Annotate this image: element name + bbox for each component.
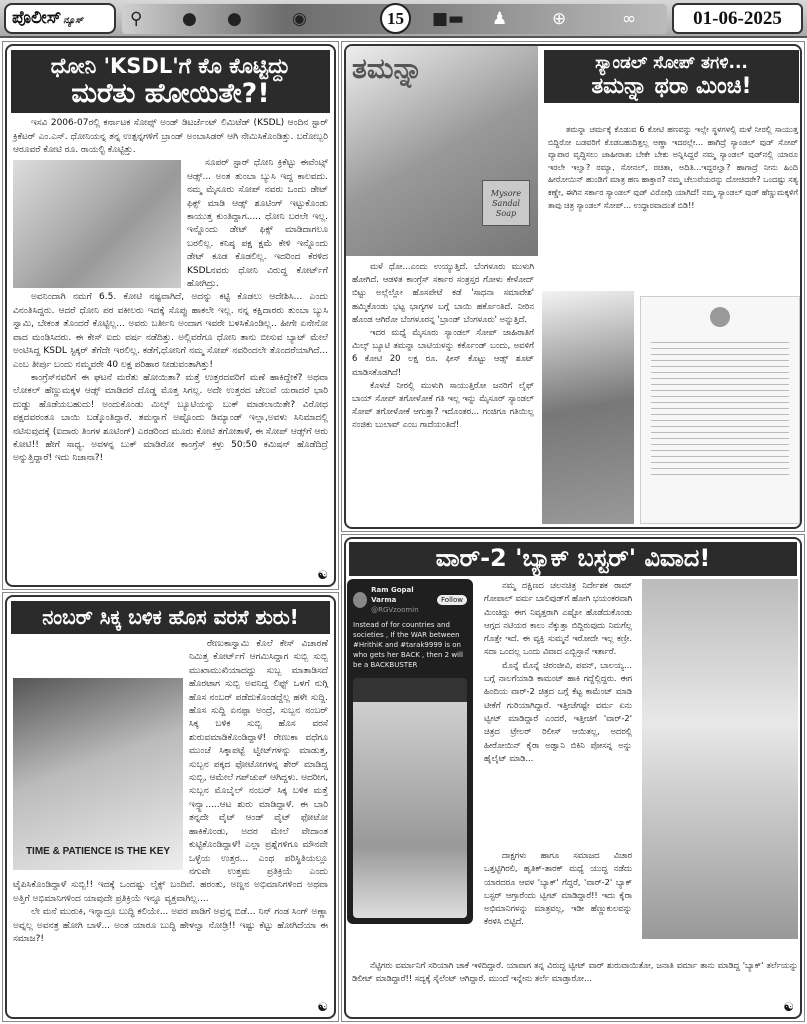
- fingerprint-icon: ◉: [292, 9, 307, 29]
- woman-photo: [13, 678, 183, 870]
- document-text-lines: [651, 337, 789, 477]
- person-dog-icon: ♟: [492, 9, 508, 29]
- soap-box: Mysore Sandal Soap: [482, 180, 530, 226]
- yin-yang-icon: ☯: [317, 568, 328, 582]
- logo-subtext: ನ್ಯೂಸ್: [63, 16, 83, 26]
- government-order-document: [640, 296, 800, 524]
- article-headline: ವಾರ್-2 'ಬ್ಯಾಕ್ ಬಸ್ಟರ್' ವಿವಾದ!: [349, 542, 797, 576]
- kiara-advani-photo: [642, 579, 798, 939]
- paragraph: ನಮ್ಮ ದಕ್ಷಿಣದ ಚಲನಚಿತ್ರ ನಿರ್ದೇಶಕ ರಾಮ್ ಗೋಪಾಲ್ ವರ್ಮ ಬಾಲಿವುಡ್‌ಗೆ ಹೋಗಿ ಭಯಂಕರವಾಗಿ ಮಿಂಚಿದ್ದು ಈಗ ನಿವೃತ್ತರಾಗಿ ಎಷ್ಟೋ ಹೊಡೆದುಕೊಂಡು ಆಗ್ಗದ ನಟಿಯರ ಕಾಲು ನೆಕ್ಕುತ್ತಾ ಬಿದ್ದಿರುವುದು ನಿಮಗೆಲ್ಲ ಗೊತ್ತೇ ಇದೆ. ಈ ವ್ಯಕ್ತಿ ಸುಮ್ಮನೆ ಇರೋದೇ ಇಲ್ಲ ಕಣ್ರೀ. ಸದಾ ಒಂದಲ್ಲ ಒಂದು ವಿವಾದ ಎಬ್ಬಿಸ್ತಾನೆ ಇರ್ತಾರೆ.: [484, 580, 632, 657]
- article-tamannaah-soap: [344, 44, 802, 529]
- footprint-icon: ●: [182, 9, 197, 29]
- page-number: 15: [380, 3, 411, 34]
- tweet-photo: [353, 678, 467, 918]
- issue-date: 01-06-2025: [672, 3, 803, 34]
- tweet-text: Instead of for countries and societies , If the WAR between #HrithiK and #tarak9999 is on who gets her BACK , then 2 will be a BACKBUSTER: [353, 621, 463, 669]
- yin-yang-icon: ☯: [317, 1000, 328, 1014]
- footprint-icon: ●: [227, 9, 242, 29]
- paragraph: ಕಾಂಗ್ರೆಸ್‌ನವರಿಗೆ ಈ ಘಟನೆ ಮರೆತು ಹೋಯಿತಾ? ಮತ್ತೆ ಉತ್ತರದವರಿಗೆ ಮಣೆ ಹಾಕಿದ್ದೇಕೆ? ಅಥವಾ ಲೋಕಲ್ ಹೆಣ್ಣುಮಕ್ಕಳ ಆಡ್ಸ್ ಮಾಡಿದರೆ ದೊಡ್ಡ ಮೊತ್ತ ಸಿಗಲ್ಲ. ಅದೇ ಉತ್ತರದ ಚೆಲುವೆ ಯರಾದರೆ ಭಾರಿ ದುಡ್ಡು ಹೊಡೆಯಬಹುದು! ಅಂದುಕೊಂಡು ಮಿಲ್ಕ್ ಬ್ಯೂಟಿಯನ್ನು ಬುಕ್ ಮಾಡಲಾಯಿತೇ? ವಿರೋಧ ಪಕ್ಷದವರಂತೂ ಬಾಯಿ ಬಡ್ಕೊಂತಿದ್ದಾರೆ. ತಮನ್ನಾಗೆ ಅಷ್ಟೊಂದು ಡಿಮ್ಯಾಂಡ್ ಇಲ್ಲಾ,ಅವಳು ಸಿನಿಮಾದಲ್ಲಿ ನಟಿಸುವುದಕ್ಕೆ (ಐದಾರು ತಿಂಗಳ ಶೂಟಿಂಗ್) ಎರಡರಿಂದ ಮೂರು ಕೋಟಿ ತಗೋತಾಳೆ, ಈ ಸೋಪ್ ಆಡ್ಸ್‌ಗೆ ಆರು ಕೋಟಿ!! ಹೇಗೆ ಸಾಧ್ಯ. ಅವಳನ್ನ ಬುಕ್ ಮಾಡಿರೋ ಕಾಂಗ್ರೆಸ್ ಕಳ್ರು 50:50 ಕಮಿಷನ್ ಹೊಡೆದಿದ್ರೆ ಅನ್ನುತ್ತಿದ್ದಾರೆ! ಇದು ನಿಜಾನಾ?!: [13, 372, 328, 464]
- paragraph: ರೇಣುಕಾಸ್ವಾಮಿ ಕೊಲೆ ಕೇಸ್ ವಿಚಾರಣೆ ನಿಮಿತ್ತ ಕೋರ್ಟ್‌ಗೆ ಆಗಮಿಸಿದ್ದಾಗ ಸುಬ್ಬಿ ಸುಬ್ಬಿ ಮುಖಾಮುಖಿಯಾದದ್ದು ಸುಬ್ಬ ಮಾತಾಡಿಸದೆ ಹೊರಟಾಗ ಸುಬ್ಬಿ ಅವನಿದ್ದ ಲಿಫ್ಟ್ ಒಳಗೆ ನುಗ್ಗಿ ಹೊಸ ನಂಬರ್ ಪಡೆದುಕೊಂಡದ್ದೆಲ್ಲ ಹಳೇ ಸುದ್ದಿ. ಹೊಸ ಸುದ್ದಿ ಏನಪ್ಪಾ ಅಂದ್ರೆ, ಸುಬ್ಬನ ನಂಬರ್ ಸಿಕ್ಕ ಬಳಿಕ ಸುಬ್ಬಿ ಹೊಸ ವರಸೆ ಶುರುವಮಾಡಿಕೊಂಡಿದ್ದಾಳೆ! ರೇಣುಕಾ ವಧೆಗೂ ಮುಂಚೆ ಸಿಕ್ಕಾಪಟ್ಟೆ ಟ್ವೀಟ್‌ಗಳನ್ನು ಮಾಡುತ್ತ, ಸುಬ್ಬನ ಪಕ್ಕದ ಫೋಟೋಗಳನ್ನ ಶೇರ್ ಮಾಡಿದ್ದ ಸುಬ್ಬಿ, ಆಮೇಲೆ ಗಪ್‌ಚುಪ್ ಆಗಿದ್ದಳು. ಆದರೀಗ, ಸುಬ್ಬನ ಮೊಬೈಲ್ ನಂಬರ್ ಸಿಕ್ಕ ಬಳಿಕ ಮತ್ತೆ ಇನ್ಸ್ಟಾ.....ಆಟ ಶುರು ಮಾಡಿದ್ದಾಳೆ. ಈ ಬಾರಿ ತನ್ನದೇ ವೈಟ್ ಆಂಡ್ ವೈಟ್ ಫೋಟೋ ಹಾಕಿಕೊಂಡು, ಅದರ ಮೇಲೆ ವೇದಾಂತ ಕುಟ್ಟಿಕೊಂಡಿದ್ದಾಳೆ! ಎಲ್ಲಾ ಪ್ರಶ್ನೆಗಳಿಗೂ ಮೌನವೇ ಒಳ್ಳೆಯ ಉತ್ತರ... ಎಂಥ ಪರಿಸ್ಥಿತಿಯಲ್ಲೂ ನಗುವೇ ಉತ್ತಮ ಪ್ರತಿಕ್ರಿಯೆ ಎಂದು ಟೈಪಿಸಿಕೊಂಡಿದ್ದಾಳೆ ಸುಬ್ಬಿ!! ಇದಕ್ಕೆ ಒಂದಷ್ಟು ಲೈಕ್ಸ್ ಬಂದಿವೆ. ಹರಂತು, ಅಣ್ಣನ ಅಭಿಮಾನಿಗಳಿಂದ ಅಥವಾ ಅತ್ತಿಗೆ ಅಭಿಮಾನಿಗಳಿಂದ ಯಾವುದೇ ಪ್ರತಿಕ್ರಿಯೆ ಇನ್ನೂ ವ್ಯಕ್ತವಾಗಿಲ್ಲ....: [13, 639, 328, 904]
- dhoni-photo: [13, 160, 181, 288]
- tweet-handle: @RGVzoomin: [371, 606, 419, 614]
- paragraph: ಅವನಿಂದಾಗಿ ನಮಗೆ 6.5. ಕೋಟಿ ನಷ್ಟವಾಗಿದೆ, ಅದನ್ನು ಕಟ್ಟಿ ಕೊಡಲು ಆದೇಶಿಸಿ... ಎಂದು ವಿನಂತಿಸಿದ್ದರು. ಆದರೆ ಧೋನಿ ಪರ ವಕೀಲರು ಇದಕ್ಕೆ ಸೊಪ್ಪು ಹಾಕಲೇ ಇಲ್ಲ. ನನ್ನ ಕಕ್ಷಿದಾರರು ತುಂಬಾ ಬ್ಯುಸಿ ಸ್ವಾಮಿ, ಬೇಕಂತ ತೊಂದರೆ ಕೊಟ್ಟಿಲ್ಲ... ಅವರು ಬರ್ತೀನಿ ಅಂದಾಗ ಇವರೇ ಬಳಸಿಕೊಂಡಿಲ್ಲ.. ಹೀಗೇ ಏನೇನೋ ವಾದ ಮಂಡಿಸಿದರು. ಈ ಕೇಸ್ ಐದು ವರ್ಷ ನಡೆದಿತ್ತು. ಅಲ್ಲಿವರೆಗೂ ಧೋನಿ ತಾನು ಬೀಸುವ ಬ್ಯಾಟ್ ಮೇಲೆ ಅಂಟಿಸಿದ್ದ KSDL ಸ್ಟಿಕ್ಕರ್ ತೆಗೆದೇ ಇರಲಿಲ್ಲ. ಕಡೆಗೆ,ಧೋನಿಗೆ ನಮ್ಮ ಸೋಪ್ ನವರಿಂದಲೇ ತೊಂದರೆಯಾಗಿದೆ... ಎಂಬ ತೀರ್ಪು ಬಂದು ನಮ್ಮವರೇ 40 ಲಕ್ಷ ಪರಿಹಾರ ನೀಡುವಂತಾಗಿತ್ತು!: [13, 292, 328, 370]
- yin-yang-icon: ☯: [783, 1000, 794, 1014]
- tweet-author: Ram Gopal Varma: [371, 586, 414, 604]
- article-headline: [11, 50, 330, 113]
- paragraph: ನೆಟ್ಟಿಗರು ವರ್ಮಾನಿಗೆ ಸರಿಯಾಗಿ ಚಾಕೆ ಇಳಿದಿದ್ದಾರೆ. ಯಾವಾಗ ತನ್ನ ವಿರುದ್ಧ ಟ್ವೀಟ್ ವಾರ್ ಶುರುವಾಯಿತೋ, ಜನಾತಿ ವರ್ಮಾ ತಾನು ಮಾಡಿದ್ದ 'ಬ್ಯಾಕ್' ತರ್ಲೆಯನ್ನು ಡಿಲೀಟ್ ಮಾಡಿದ್ದಾರೆ!! ಸದ್ಯಕ್ಕೆ ಸೈಲೆಂಟ್ ಆಗಿದ್ದಾರೆ. ಮುಂದೆ ಇನ್ನೇನು ತರ್ಲೆ ಮಾಡ್ತಾರೋ...: [352, 960, 798, 984]
- paragraph: ದಾಕ್ಷಗಳು ಹಾಗೂ ಸಮಾಜದ ವಿಚಾರ ಒತ್ತಟ್ಟಿಗಿರಲಿ, ಹೃತಿಕ್-ತಾರಕ್ ಮಧ್ಯೆ ಯುದ್ಧ ನಡೆದು ಯಾರದರೂ ಆವಳ 'ಬ್ಯಾಕ್' ಗೆದ್ದರೆ, 'ವಾರ್-2' ಬ್ಯಾಕ್ ಬಸ್ಟರ್ ಆಗ್ತಾರೆಂದು ಟ್ವೀಟ್ ಮಾಡಿದ್ದಾರೆ!! ಇದು ಕೈರಾ ಅಭಿಮಾನಿಗಳನ್ನು ಮಾತ್ರವಲ್ಲ, ಇಡೀ ಹೆಣ್ಣುಕುಲವನ್ನು ಕೆರಳಿಸಿ ಬಿಟ್ಟಿದೆ.: [484, 850, 632, 927]
- article-new-number: [5, 595, 336, 1019]
- article-body: [346, 959, 802, 986]
- paragraph: ಸೂಪರ್ ಸ್ಟಾರ್ ಧೋನಿ ಕ್ರಿಕೆಟ್ಟು ಈವೆಂಟ್ಸ್ ಆಡ್ಸ್... ಅಂತ ತುಂಬಾ ಬ್ಯುಸಿ ಇದ್ದ ಕಾಲವದು. ನಮ್ಮ ಮೈಸೂರು ಸೋಪ್ ನವರು ಒಂದು ಡೇಟ್ ಫಿಕ್ಸ್ ಮಾಡಿ ಆಡ್ಸ್ ಶೂಟಿಂಗ್ ಇಟ್ಟುಕೊಂಡು ಕಾಯುತ್ತ ಕುಂತಿದ್ದಾಗ..... ಧೋನಿ ಬರಲೇ ಇಲ್ಲ. ಇನ್ನೊಂದು ಡೇಟ್ ಫಿಕ್ಸ್ ಮಾಡಿದಾಗಲೂ ಬರಲಿಲ್ಲ. ಕನಿಷ್ಠ ಪಕ್ಷ ಕ್ಷಮೆ ಕೇಳಿ ಇನ್ನೊಂದು ಡೇಟ್ ಕೂಡ ಕೊಡಲಿಲ್ಲ. ಇದರಿಂದ ಕೆರಳಿದ KSDLನವರು ಧೋನಿ ವಿರುದ್ಧ ಕೋರ್ಟ್‌ಗೆ ಹೋಗಿದ್ರು.: [187, 158, 328, 290]
- headline-line-1: ಸ್ಯಾಂಡಲ್ ಸೋಪ್ ತಗಳಿ...: [595, 53, 748, 73]
- article-body: [478, 579, 638, 765]
- pistol-icon: ■▬: [432, 9, 465, 29]
- paragraph: ಇಸವಿ 2006-07ರಲ್ಲಿ ಕರ್ನಾಟಕ ಸೋಪ್ಸ್ ಅಂಡ್ ಡಿಟರ್ಜೆಂಟ್ ಲಿಮಿಟೆಡ್ (KSDL) ಆಂದಿನ ಸ್ಟಾರ್ ಕ್ರಿಕೆಟರ್ ಎಂ.ಎಸ್. ಧೋನಿಯನ್ನ ತನ್ನ ಉತ್ಪನ್ನಗಳಿಗೆ ಬ್ರಾಂಡ್ ಅಂಬಾಸಿಡರ್ ಆಗಿ ನೇಮಿಸಿಕೊಂಡಿತ್ತು. ಬರೋಬ್ಬರಿ ಆರೂವರೆ ಕೋಟಿ ರೂ. ರಾಯಲ್ಟಿ ಕೊಟ್ಟಿತ್ತು.: [13, 118, 328, 155]
- paragraph: ಇದರ ಮಧ್ಯೆ ಮೈಸೂರು ಸ್ಯಾಂಡಲ್ ಸೋಪ್ ಜಾಹಿರಾತಿಗೆ ಮಿಲ್ಕ್ ಬ್ಯೂಟಿ ತಮನ್ನಾ ಬಾಟಿಯಳನ್ನು ಕರ್ಕೊಂಡ್ ಬಂದು, ಅವಳಿಗೆ 6 ಕೋಟಿ 20 ಲಕ್ಷ ರೂ. ಫೀಸ್ ಕೊಟ್ಟು ಆಡ್ಸ್ ಶೂಟ್ ಮಾಡಿಸಕೊಡಗಿದೆ!: [352, 327, 534, 377]
- paragraph: ಮಳೆ ಧೋ...ಎಂದು ಉಯ್ಯುತ್ತಿದೆ. ಬೆಂಗಳೂರು ಮುಳುಗಿ ಹೋಗಿದೆ. ಆಡಳಿತ ಕಾಂಗ್ರೆಸ್ ಸರ್ಕಾರ ಸಂತ್ರಸ್ತರ ಗೋಳು ಕೇಳೋದ್ ಬಿಟ್ಟು ಅಲ್ಲೆಲ್ಲೋ ಹೊಸಪೇಟೆ ಕಡೆ 'ಸಾಧನಾ ಸಮಾವೇಶ' ಹಮ್ಮಿಕೊಂಡು ಭಟ್ಟ ಭಾಗ್ಯಗಳ ಬಗ್ಗೆ ಬಾಯಿ ಹರ್ಕೊಂತಿದೆ. ನೀರಿನ ಹೊಂಡ ಆಗಿರೋ ಬೆಂಗಳೂರನ್ನ 'ಬ್ರಾಂಡ್ ಬೆಂಗಳೂರು' ಅನ್ನುತ್ತಿದೆ.: [352, 261, 534, 324]
- logo-text: ಪೊಲೀಸ್: [12, 8, 62, 28]
- paragraph: ಲೇ ಮನೆ ಮುರುಕಿ, ಇನ್ನಾದ್ರೂ ಬುದ್ಧಿ ಕಲಿಯೇ... ಅವರ ಪಾಡಿಗೆ ಅವ್ರನ್ನ ಬಿಡೆ... ನಿನ್ ಗಂಡ ಸಿಂಗ್ ಅಣ್ಣಾ ಅವ್ನಲ್ಲ ಅವನತ್ರ ಹೋಗಿ ಬಾಳೆ... ಅಂತ ಯಾರೂ ಬುದ್ಧಿ ಹೇಳಲ್ವಾ ನೋಡ್ರಿ!! ಇಷ್ಟು ಕೆಟ್ಟು ಹೋಗಿದೆಯಾ ಈ ಸಮಾಜ?!: [13, 907, 328, 944]
- headline-line-1: ಧೋನಿ 'KSDL'ಗೆ ಕೊ ಕೊಟ್ಟಿದ್ದು: [50, 54, 291, 78]
- tweet-screenshot: [347, 579, 473, 924]
- paragraph: ತಮನ್ನಾ ಚರ್ಮಕ್ಕೆ ಕೊಡುವ 6 ಕೋಟಿ ಹಣವನ್ನು ಇಲ್ಲೇ ಸ್ಥಳಗಳಲ್ಲಿ ಮಳೆ ನೀರಲ್ಲಿ ಸಾಯುತ್ತ ಬಿದ್ದಿರೋ ಬಡವರಿಗೆ ಕೊಡಬಹುದಿತ್ತಲ್ಲ ಅಣ್ಣಾ ಇದರಲ್ಲೇ... ಹಾಗಿದ್ರೆ ಸ್ಯಾಂಡಲ್ ವುಡ್ ಸೋಪ್ ವ್ಯಾಪಾರ ವೃದ್ಧಿಸಲು ಜಾಹೀರಾತು ಬೇಕೇ ಬೇಕು ಅನ್ನಿಸಿದ್ದರೆ ನಮ್ಮ ಸ್ಯಾಂಡಲ್ ವುಡ್‌ನಲ್ಲಿ ಯಾರೂ ಇರಲೇ ಇಲ್ವಾ? ರಮ್ಯಾ, ಸೋನಲ್, ರಚಿತಾ, ಅದಿತಿ...ಇದ್ದರಲ್ವಾ? ಹಾಗಾದ್ರೆ ನೀನು ಹಿಂದಿ ಹೀರೋಯಿನ್ ಹುಂಡಿಗೆ ಮಾತ್ರ ಹಣ ಹಾಕ್ತಾರ? ನಮ್ಮ ಚೆಲುವೆಯರನ್ನು ದೋಚಿದರೇ? ಒಂದಷ್ಟು ಸತ್ಯ ಕಣ್ಣೇ, ಈಗಿನ ಸರ್ಕಾರ ಸ್ಯಾಂಡಲ್ ವುಡ್ ವಿರೋಧಿ ಯಾಗಿದೆ! ನಮ್ಮ ಸ್ಯಾಂಡಲ್ ವುಡ್ ಹೆಣ್ಣುಮಕ್ಕಳಿಗೆ ತಾವು ಚಿತ್ರ ಸ್ಯಾಂಡಲ್ ಸೋಪ್... ಉದ್ಧಾರವಾದಂತೆ ಬಿಡಿ!!: [548, 125, 798, 210]
- headline-line-2: ತಮನ್ನಾ ಥರಾ ಮಿಂಚಿ!: [591, 73, 752, 99]
- tamannaah-photo: [542, 291, 634, 524]
- article-body: [346, 260, 540, 432]
- handcuffs-icon: ∞: [622, 9, 637, 29]
- article-body: [478, 849, 638, 929]
- government-emblem-icon: [710, 307, 730, 327]
- follow-button[interactable]: Follow: [437, 595, 467, 605]
- masthead: [0, 0, 807, 38]
- target-icon: ⊕: [552, 9, 567, 29]
- article-body: [7, 117, 334, 466]
- image-caption: TIME & PATIENCE IS THE KEY: [25, 846, 171, 857]
- article-body: [7, 638, 334, 946]
- article-dhoni-ksdl: [5, 44, 336, 587]
- tamannaah-ad-photo: [346, 46, 538, 256]
- paragraph: ಕೊಳಚೆ ನೀರಲ್ಲಿ ಮುಳುಗಿ ಸಾಯುತ್ತಿರೋ ಜನರಿಗೆ ಲೈಫ್ ಬಾಯ್ ಸೋಪ್ ತಗೋಳೋಕೆ ಗತಿ ಇಲ್ಲ ಇನ್ನು ಮೈಸೂರ್ ಸ್ಯಾಂಡಲ್ ಸೋಪ್ ತಗೋಳೋಕೆ ಆಗುತ್ತಾ? ಇದೊಂತರ... ಗಂಜಿಗೂ ಗತಿಯಿಲ್ಲ ನಂಜಿಕು ಬುಲಾವ್ ಎಂಬ ಗಾದೆಯಂತಿದೆ!: [352, 379, 534, 430]
- magnifier-icon: ⚲: [130, 9, 143, 29]
- article-headline: ನಂಬರ್ ಸಿಕ್ಕ ಬಳಿಕ ಹೊಸ ವರಸೆ ಶುರು!: [11, 601, 330, 634]
- article-body: [542, 124, 802, 212]
- paragraph: ಮೊನ್ನೆ ಮೊನ್ನೆ ಚಿರಂಜೀವಿ, ಪವನ್, ಬಾಲಯ್ಯ... ಬಗ್ಗೆ ನಾಲಗೆಯಾಡಿ ಕಾಮಂಟ್ ಹಾಕಿ ಗದ್ದೆಲ್ಲಿದ್ದರು. ಈಗ ಹಿಂದಿಯ ವಾರ್-2 ಚಿತ್ರದ ಬಗ್ಗೆ ಕೆಟ್ಟ ಕಾಮೆಂಟ್ ಮಾಡಿ ಟೀಕೆಗೆ ಗುರಿಯಾಗಿದ್ದಾರೆ. ಇತ್ತೀಚೆಗಷ್ಟೇ ವರ್ಮ ಏನು ಟ್ವೀಟ್ ಮಾಡಿದ್ದಾರೆ ಎಂದರೆ, ಇತ್ತೀಚಿಗೆ 'ವಾರ್-2' ಚಿತ್ರದ ಟ್ರೇಲರ್ ರಿಲೀಸ್ ಆಯಿತಲ್ಲ, ಅದರಲ್ಲಿ ಹೀರೋಯಿನ್ ಕೈರಾ ಅಡ್ವಾನಿ ಬಿಕಿನಿ ಪೋಸನ್ನ ಅನ್ನು ಹೈಲೈಟ್ ಮಾಡಿ...: [484, 659, 632, 763]
- article-headline: [544, 50, 799, 103]
- avatar: [353, 592, 367, 608]
- newspaper-logo: [4, 3, 116, 34]
- image-title: ತಮನ್ನಾ: [352, 52, 423, 85]
- headline-line-2: ಮರೆತು ಹೋಯಿತೇ?!: [71, 78, 270, 110]
